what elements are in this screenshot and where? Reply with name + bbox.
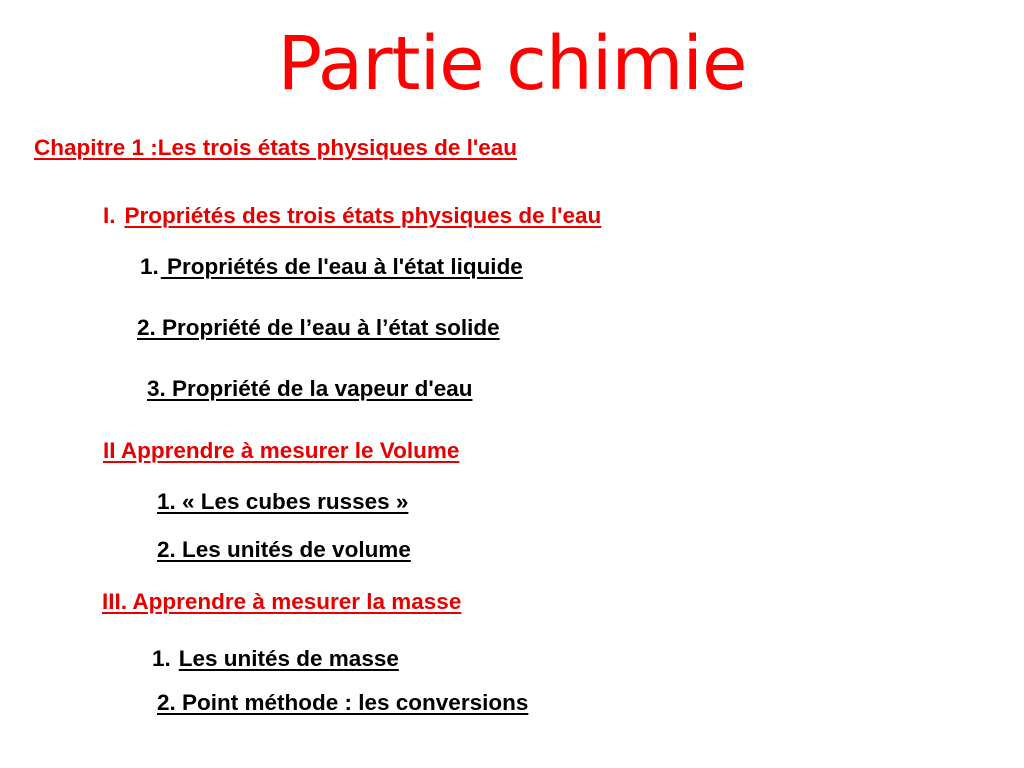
- section-3-item-2: 2. Point méthode : les conversions: [157, 690, 529, 715]
- section-1-item-1-label: Propriétés de l'eau à l'état liquide: [160, 254, 523, 279]
- section-3-item-1: [152, 645, 399, 673]
- section-1-heading: [103, 202, 601, 230]
- section-1-item-3: 3. Propriété de la vapeur d'eau: [147, 376, 473, 401]
- section-1-item-1-number: 1.: [140, 254, 159, 279]
- chapter-heading: Chapitre 1 :Les trois états physiques de l'eau: [34, 135, 517, 160]
- section-1-item-1: [140, 253, 523, 281]
- section-1-item-2: 2. Propriété de l’eau à l’état solide: [137, 315, 500, 340]
- section-3-heading: III. Apprendre à mesurer la masse: [102, 589, 462, 614]
- section-3-item-1-number: 1.: [152, 646, 171, 671]
- section-2-item-2: 2. Les unités de volume: [157, 537, 411, 562]
- section-3-item-1-label: Les unités de masse: [178, 646, 399, 671]
- section-1-number: I.: [103, 203, 116, 228]
- section-2-heading: II Apprendre à mesurer le Volume: [103, 438, 460, 463]
- section-2-item-1: 1. « Les cubes russes »: [157, 489, 409, 514]
- section-1-label: Propriétés des trois états physiques de l'eau: [124, 203, 602, 228]
- slide-title: Partie chimie: [277, 21, 747, 107]
